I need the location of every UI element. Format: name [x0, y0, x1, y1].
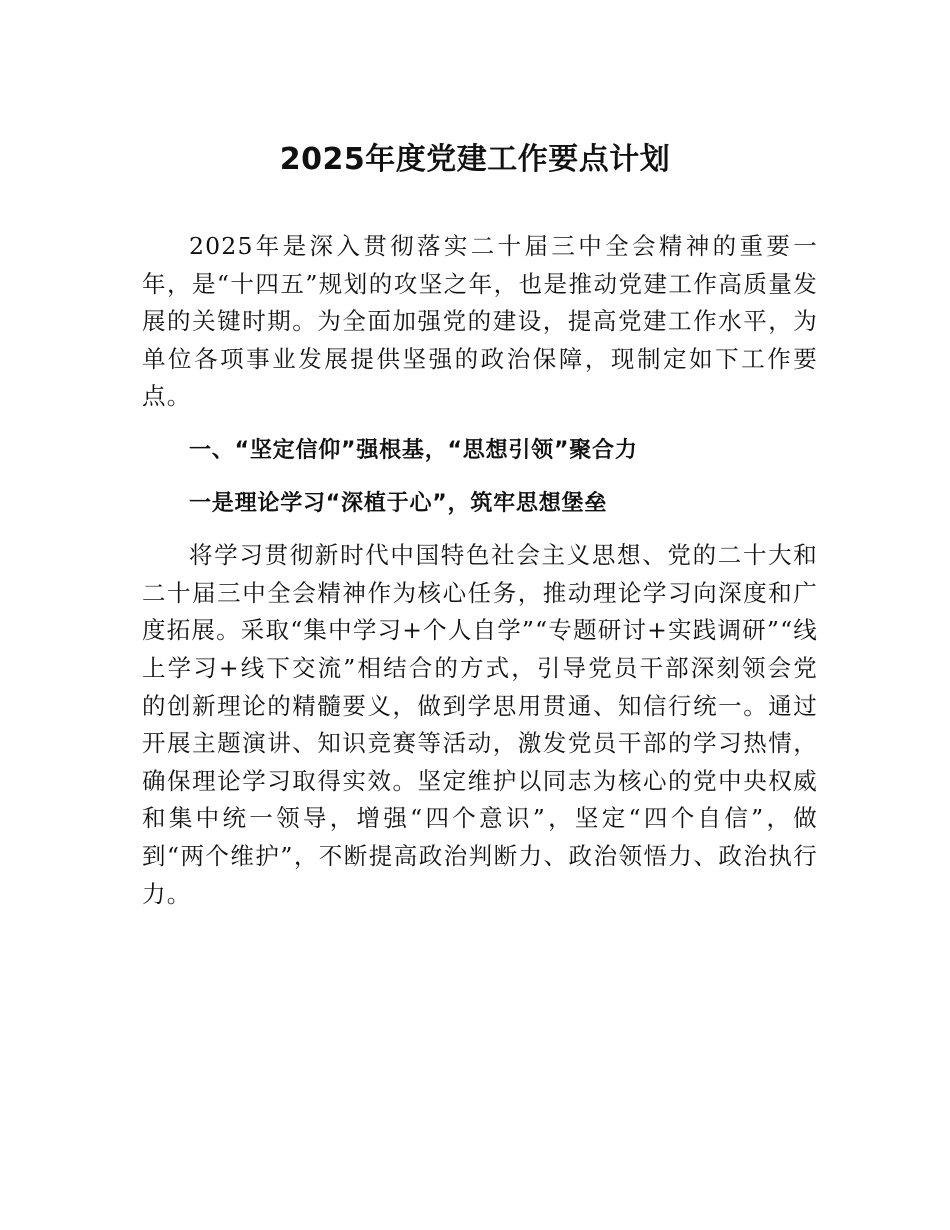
document-title: 2025年度党建工作要点计划	[279, 142, 671, 178]
intro-paragraph: 2025年是深入贯彻落实二十届三中全会精神的重要一年，是“十四五”规划的攻坚之年，也是推动党建工作高质量发展的关键时期。为全面加强党的建设，提高党建工作水平，为单位各项事业发展提供坚强的政治保障，现制定如下工作要点。	[142, 232, 818, 411]
document-body	[142, 228, 818, 913]
section-heading-1: 一、“坚定信仰”强根基，“思想引领”聚合力	[189, 437, 638, 463]
subsection-heading-1: 一是理论学习“深植于心”，筑牢思想堡垒	[189, 490, 608, 516]
subsection-paragraph-1: 将学习贯彻新时代中国特色社会主义思想、党的二十大和二十届三中全会精神作为核心任务，推动理论学习向深度和广度拓展。采取“集中学习+个人自学”“专题研讨+实践调研”“线上学习+线下交流”相结合的方式，引导党员干部深刻领会党的创新理论的精髓要义，做到学思用贯通、知信行统一。通过开展主题演讲、知识竞赛等活动，激发党员干部的学习热情，确保理论学习取得实效。坚定维护以同志为核心的党中央权威和集中统一领导，增强“四个意识”，坚定“四个自信”，做到“两个维护”，不断提高政治判断力、政治领悟力、政治执行力。	[142, 541, 818, 908]
